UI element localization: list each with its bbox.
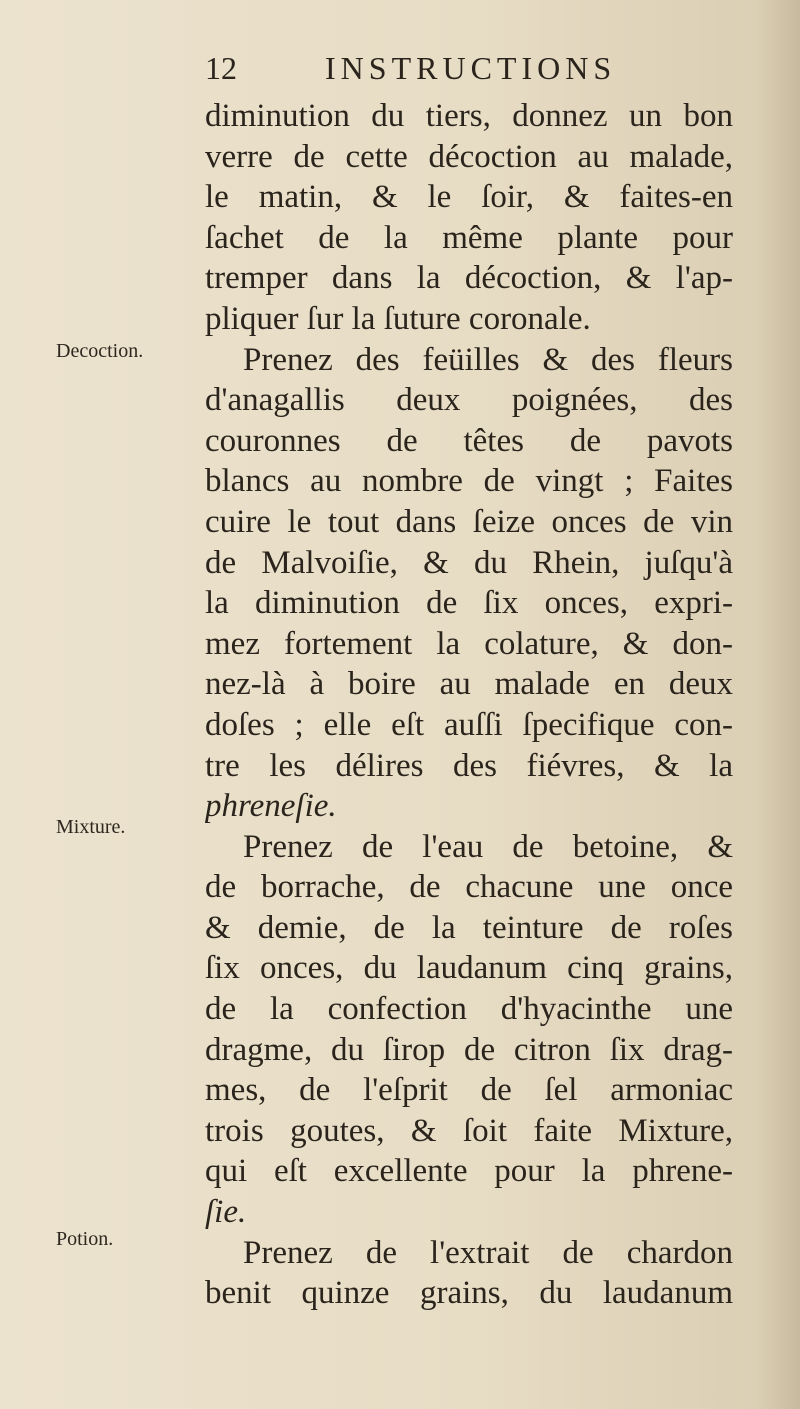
text-line: diminution du tiers, donnez un bon <box>205 98 733 134</box>
text-line: & demie, de la teinture de roſes <box>205 909 733 946</box>
text-line: phreneſie. <box>205 788 337 825</box>
margin-note-decoction: Decoction. <box>56 340 144 362</box>
margin-note-mixture: Mixture. <box>56 816 126 838</box>
text-line: la diminution de ſix onces, expri- <box>205 585 733 622</box>
text-line: dragme, du ſirop de citron ſix drag- <box>205 1031 733 1068</box>
text-line: ſachet de la même plante pour <box>205 219 733 256</box>
running-header <box>205 50 625 94</box>
body-text <box>205 96 733 1314</box>
text-line: ſie. <box>205 1194 247 1231</box>
text-line: Prenez de l'extrait de chardon <box>243 1234 733 1271</box>
text-line: d'anagallis deux poignées, des <box>205 382 733 419</box>
text-line: Prenez des feüilles & des fleurs <box>243 341 733 378</box>
text-line: pliquer ſur la ſuture coronale. <box>205 300 591 337</box>
text-line: nez-là à boire au malade en deux <box>205 666 733 703</box>
page-number: 12 <box>205 50 237 86</box>
text-line: de Malvoiſie, & du Rhein, juſqu'à <box>205 544 733 581</box>
text-line: mes, de l'eſprit de ſel armoniac <box>205 1072 733 1109</box>
text-line: Prenez de l'eau de betoine, & <box>243 828 733 865</box>
text-line: tre les délires des fiévres, & la <box>205 747 733 784</box>
text-line: blancs au nombre de vingt ; Faites <box>205 463 733 500</box>
margin-note-potion: Potion. <box>56 1228 114 1250</box>
text-line: qui eſt excellente pour la phrene- <box>205 1153 733 1190</box>
text-line: cuire le tout dans ſeize onces de vin <box>205 503 733 540</box>
text-line: benit quinze grains, du laudanum <box>205 1275 733 1312</box>
text-line: doſes ; elle eſt auſſi ſpecifique con- <box>205 706 733 743</box>
text-line: le matin, & le ſoir, & faites-en <box>205 179 733 216</box>
text-line: verre de cette décoction au malade, <box>205 138 733 175</box>
text-line: de la confection d'hyacinthe une <box>205 991 733 1028</box>
text-line: couronnes de têtes de pavots <box>205 422 733 459</box>
text-line: trois goutes, & ſoit faite Mixture, <box>205 1112 733 1149</box>
text-line: mez fortement la colature, & don- <box>205 625 733 662</box>
page-gutter-shadow <box>756 0 800 1409</box>
text-line: tremper dans la décoction, & l'ap- <box>205 260 733 297</box>
running-title: INSTRUCTIONS <box>325 50 617 86</box>
text-line: de borrache, de chacune une once <box>205 869 733 906</box>
text-line: ſix onces, du laudanum cinq grains, <box>205 950 733 987</box>
